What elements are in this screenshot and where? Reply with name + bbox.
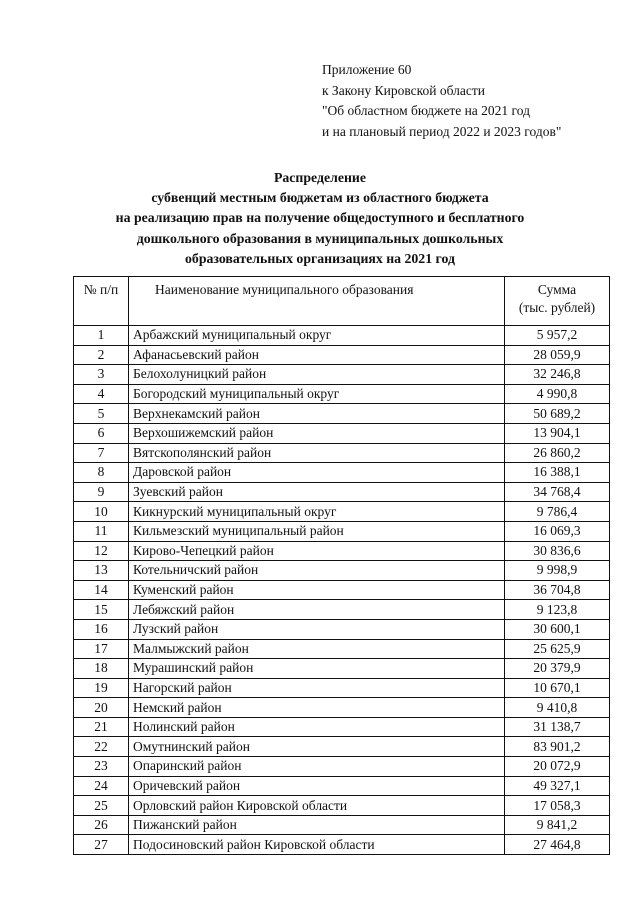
table-row (74, 384, 610, 404)
row-sum: 50 689,2 (505, 404, 610, 424)
row-name: Орловский район Кировской области (129, 796, 505, 816)
table-row (74, 639, 610, 659)
table-row (74, 737, 610, 757)
table-row (74, 561, 610, 581)
row-name: Верхошижемский район (129, 423, 505, 443)
row-name: Зуевский район (129, 482, 505, 502)
title-line: Распределение (273, 170, 366, 185)
row-name: Вятскополянский район (129, 443, 505, 463)
table-row (74, 443, 610, 463)
row-name: Кирово-Чепецкий район (129, 541, 505, 561)
title-line: дошкольного образования в муниципальных дошкольных (136, 230, 504, 246)
row-number: 3 (74, 365, 129, 385)
row-name: Нолинский район (129, 717, 505, 737)
row-number: 9 (74, 482, 129, 502)
row-number: 25 (74, 796, 129, 816)
row-number: 11 (74, 521, 129, 541)
distribution-table (73, 276, 610, 855)
row-number: 24 (74, 776, 129, 796)
title-line: на реализацию прав на получение общедоступного и бесплатного (115, 210, 525, 226)
table-row (74, 757, 610, 777)
row-sum: 49 327,1 (505, 776, 610, 796)
row-name: Кильмезский муниципальный район (129, 521, 505, 541)
table-row (74, 659, 610, 679)
row-name: Омутнинский район (129, 737, 505, 757)
row-number: 4 (74, 384, 129, 404)
appendix-line: к Закону Кировской области (322, 82, 486, 98)
row-name: Верхнекамский район (129, 404, 505, 424)
row-number: 12 (74, 541, 129, 561)
header-name: Наименование муниципального образования (129, 277, 505, 326)
row-sum: 20 072,9 (505, 757, 610, 777)
row-number: 15 (74, 600, 129, 620)
row-number: 18 (74, 659, 129, 679)
table-row (74, 815, 610, 835)
table-row (74, 600, 610, 620)
row-number: 27 (74, 835, 129, 855)
row-name: Нагорский район (129, 678, 505, 698)
table-row (74, 423, 610, 443)
table-row (74, 482, 610, 502)
row-number: 13 (74, 561, 129, 581)
row-sum: 36 704,8 (505, 580, 610, 600)
row-sum: 13 904,1 (505, 423, 610, 443)
table-row (74, 580, 610, 600)
row-name: Арбажский муниципальный округ (129, 326, 505, 346)
row-name: Лебяжский район (129, 600, 505, 620)
row-number: 5 (74, 404, 129, 424)
appendix-line: Приложение 60 (322, 62, 412, 77)
row-sum: 16 069,3 (505, 521, 610, 541)
title-line: образовательных организациях на 2021 год (185, 250, 455, 266)
row-sum: 10 670,1 (505, 678, 610, 698)
row-number: 26 (74, 815, 129, 835)
row-sum: 28 059,9 (505, 345, 610, 365)
table-row (74, 345, 610, 365)
row-number: 1 (74, 326, 129, 346)
table-row (74, 619, 610, 639)
row-name: Малмыжский район (129, 639, 505, 659)
row-name: Подосиновский район Кировской области (129, 835, 505, 855)
row-name: Даровской район (129, 463, 505, 483)
table-row (74, 463, 610, 483)
row-name: Кикнурский муниципальный округ (129, 502, 505, 522)
row-sum: 34 768,4 (505, 482, 610, 502)
row-name: Оричевский район (129, 776, 505, 796)
table-row (74, 404, 610, 424)
row-sum: 16 388,1 (505, 463, 610, 483)
row-sum: 83 901,2 (505, 737, 610, 757)
row-number: 20 (74, 698, 129, 718)
row-number: 2 (74, 345, 129, 365)
header-sum-line: Сумма (537, 282, 577, 297)
row-sum: 30 836,6 (505, 541, 610, 561)
row-sum: 9 123,8 (505, 600, 610, 620)
row-sum: 9 998,9 (505, 561, 610, 581)
row-sum: 25 625,9 (505, 639, 610, 659)
table-row (74, 365, 610, 385)
row-sum: 20 379,9 (505, 659, 610, 679)
row-name: Афанасьевский район (129, 345, 505, 365)
table-row (74, 678, 610, 698)
table-row (74, 835, 610, 855)
header-number: № п/п (74, 277, 129, 326)
row-sum: 9 410,8 (505, 698, 610, 718)
row-number: 10 (74, 502, 129, 522)
row-number: 23 (74, 757, 129, 777)
row-sum: 9 841,2 (505, 815, 610, 835)
header-sum (505, 277, 610, 326)
row-name: Немский район (129, 698, 505, 718)
row-name: Опаринский район (129, 757, 505, 777)
table-row (74, 796, 610, 816)
row-name: Куменский район (129, 580, 505, 600)
row-name: Лузский район (129, 619, 505, 639)
row-number: 8 (74, 463, 129, 483)
row-number: 7 (74, 443, 129, 463)
table-row (74, 502, 610, 522)
table-row (74, 521, 610, 541)
row-name: Пижанский район (129, 815, 505, 835)
row-name: Котельничский район (129, 561, 505, 581)
document-title (0, 168, 640, 269)
row-number: 17 (74, 639, 129, 659)
row-number: 21 (74, 717, 129, 737)
row-number: 19 (74, 678, 129, 698)
appendix-block (322, 60, 561, 142)
table-row (74, 717, 610, 737)
title-line: субвенций местным бюджетам из областного бюджета (151, 190, 489, 206)
table-row (74, 326, 610, 346)
row-sum: 30 600,1 (505, 619, 610, 639)
header-sum-unit: (тыс. рублей) (518, 300, 596, 315)
table-header-row (74, 277, 610, 326)
row-sum: 9 786,4 (505, 502, 610, 522)
row-name: Богородский муниципальный округ (129, 384, 505, 404)
row-sum: 17 058,3 (505, 796, 610, 816)
row-number: 6 (74, 423, 129, 443)
table-row (74, 541, 610, 561)
row-name: Мурашинский район (129, 659, 505, 679)
row-number: 16 (74, 619, 129, 639)
row-sum: 27 464,8 (505, 835, 610, 855)
row-name: Белохолуницкий район (129, 365, 505, 385)
row-number: 14 (74, 580, 129, 600)
table-body (74, 326, 610, 855)
table-row (74, 776, 610, 796)
row-sum: 32 246,8 (505, 365, 610, 385)
row-sum: 31 138,7 (505, 717, 610, 737)
row-sum: 5 957,2 (505, 326, 610, 346)
row-number: 22 (74, 737, 129, 757)
row-sum: 26 860,2 (505, 443, 610, 463)
row-sum: 4 990,8 (505, 384, 610, 404)
appendix-line: и на плановый период 2022 и 2023 годов" (322, 123, 562, 139)
appendix-line: "Об областном бюджете на 2021 год (322, 103, 530, 118)
table-row (74, 698, 610, 718)
